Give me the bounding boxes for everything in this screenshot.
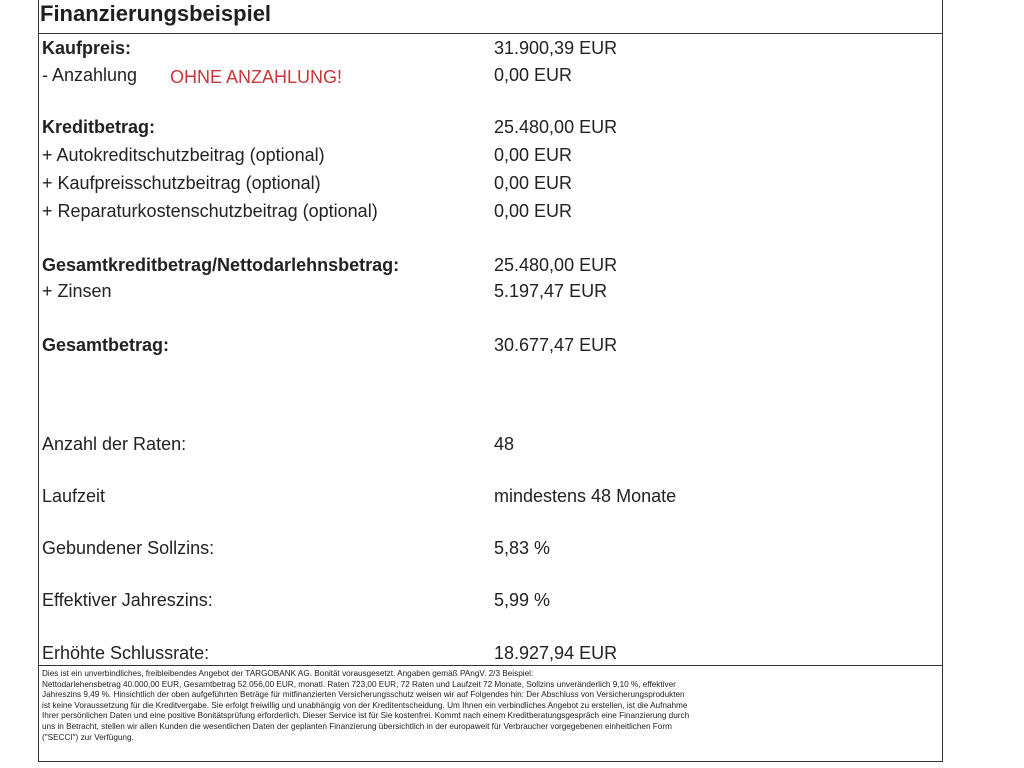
title-divider [38,33,943,34]
row-value: mindestens 48 Monate [494,486,677,506]
row-label: Effektiver Jahreszins: [42,590,213,610]
row-label: Erhöhte Schlussrate: [42,643,210,663]
row-label: + Reparaturkostenschutzbeitrag (optional) [42,201,378,221]
row-value: 31.900,39 EUR [494,38,618,58]
row-value: 5,83 % [494,538,551,558]
row-label: - Anzahlung [42,65,138,85]
row-label: Gesamtbetrag: [42,335,170,355]
row-value: 30.677,47 EUR [494,335,618,355]
disclaimer-line: Nettodarlehensbetrag 40.000,00 EUR, Gesamtbetrag 52.056,00 EUR, monatl. Raten 723,00 EUR, 72 Raten und Laufzeit 72 Monate, Sollzins unveränderlich 9,10 %, effektiver [42,679,676,689]
row-label: Anzahl der Raten: [42,434,187,454]
disclaimer-line: uns in Betracht, stellen wir allen Kunden die wesentlichen Daten der geplanten Finanzierung übersichtlich in der europaweit für Verbraucher vorgegebenen einheitlichen Form [42,721,672,731]
row-value: 25.480,00 EUR [494,117,618,137]
disclaimer-line: ("SECCI") zur Verfügung. [42,732,134,742]
row-label: Laufzeit [42,486,106,506]
row-label: + Autokreditschutzbeitrag (optional) [42,145,325,165]
disclaimer-divider [38,665,943,666]
row-value: 0,00 EUR [494,201,573,221]
legal-disclaimer [42,669,938,743]
row-value: 5,99 % [494,590,551,610]
disclaimer-line: Dies ist ein unverbindliches, freibleibendes Angebot der TARGOBANK AG. Bonität vorausgesetzt. Angaben gemäß PAngV. 2/3 Beispiel: [42,669,534,678]
row-value: 18.927,94 EUR [494,643,618,663]
row-value: 0,00 EUR [494,65,573,85]
row-label: Gesamtkreditbetrag/Nettodarlehnsbetrag: [42,255,400,275]
row-value: 25.480,00 EUR [494,255,618,275]
row-label: Gebundener Sollzins: [42,538,215,558]
page-title: Finanzierungsbeispiel [40,1,272,26]
row-label: + Zinsen [42,281,112,301]
no-downpayment-highlight: OHNE ANZAHLUNG! [170,67,343,87]
row-label: Kreditbetrag: [42,117,156,137]
disclaimer-line: ist keine Voraussetzung für die Kreditvergabe. Sie erfolgt freiwillig und unabhängig von der Kreditentscheidung. Um Ihnen ein verbindliches Angebot zu erstellen, ist die Aufnahme [42,700,688,710]
disclaimer-line: Ihrer persönlichen Daten und eine positive Bonitätsprüfung erforderlich. Dieser Service ist für Sie kostenfrei. Kommt nach einem Kreditberatungsgespräch eine Finanzierung durch [42,711,690,721]
row-value: 0,00 EUR [494,145,573,165]
row-value: 0,00 EUR [494,173,573,193]
row-value: 5.197,47 EUR [494,281,608,301]
row-value: 48 [494,434,515,454]
row-label: Kaufpreis: [42,38,132,58]
disclaimer-line: Jahreszins 9,49 %. Hinsichtlich der oben aufgeführten Beträge für mitfinanzierten Versicherungsschutz weisen wir auf Folgendes hin: Der Abschluss von Versicherungsprodukten [42,690,685,700]
row-label: + Kaufpreisschutzbeitrag (optional) [42,173,321,193]
